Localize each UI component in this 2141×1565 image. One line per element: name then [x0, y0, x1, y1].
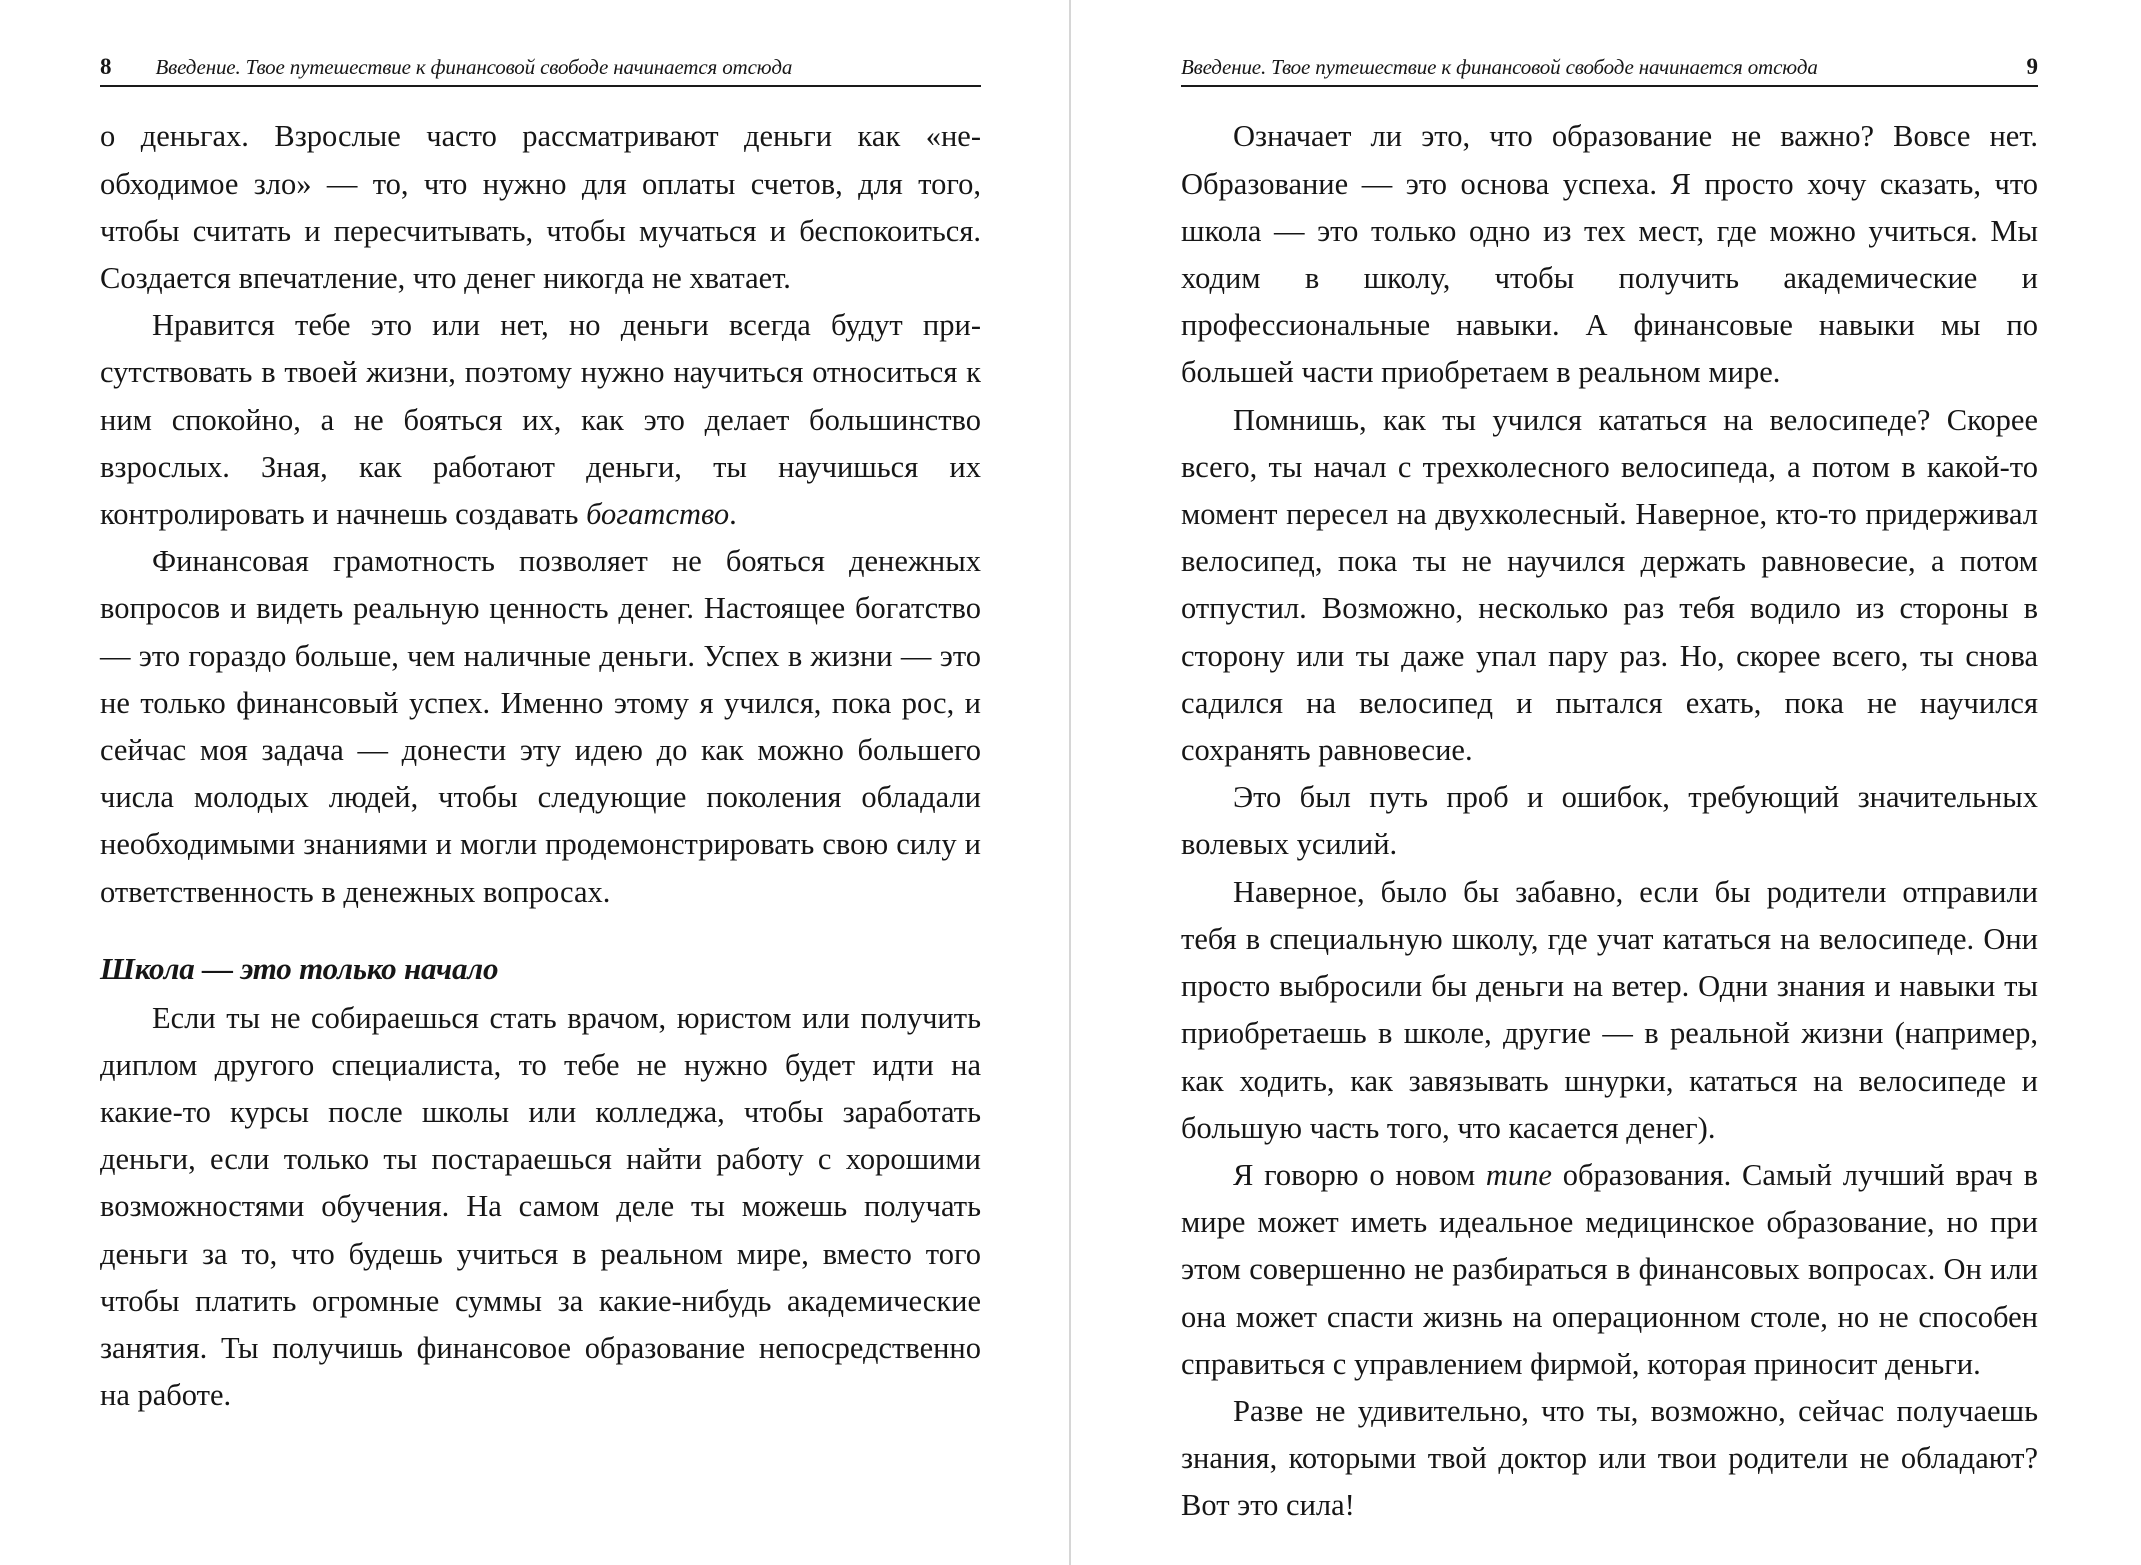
- page-number-left: 8: [100, 54, 112, 79]
- page-right: [1069, 0, 2138, 1565]
- body-text-right: [1181, 113, 2038, 1529]
- paragraph: Если ты не собираешься стать врачом, юристом или получить диплом другого специалиста, то тебе не нужно будет идти на какие-то курсы после школы или колледжа, чтобы заработать деньги, если только ты постараешься найти работу с хорошими возможностями обучения. На самом деле ты можешь получать деньги за то, что будешь учиться в реальном мире, вместо того чтобы платить огромные суммы за какие-нибудь академические занятия. Ты получишь финансовое образование непосредственно на работе.: [100, 1000, 981, 1413]
- section-heading-school: Школа — это только начало: [100, 950, 499, 986]
- emphasis-tipe: типе: [1485, 1157, 1552, 1192]
- running-head-left: [100, 54, 981, 87]
- paragraph: о деньгах. Взрослые часто рассматривают деньги как «необходимое зло» — то, что нужно для оплаты счетов, для того, чтобы считать и пересчитывать, чтобы мучаться и беспокоиться. Создается впечатление, что денег никогда не хватает.: [100, 119, 981, 296]
- paragraph: Означает ли это, что образование не важно? Вовсе нет. Образование — это основа успеха. Я просто хочу сказать, что школа — это только одно из тех мест, где можно учиться. Мы ходим в школу, чтобы получить академические и профессиональные навыки. А финансовые навыки мы по большей части приобретаем в реальном мире.: [1181, 119, 2038, 390]
- page-left: [0, 0, 1069, 1565]
- paragraph: Финансовая грамотность позволяет не бояться денежных вопросов и видеть реальную ценность денег. Настоящее богатство — это гораздо больше, чем наличные деньги. Успех в жизни — это не только финансовый успех. Именно этому я учился, пока рос, и сейчас моя задача — донести эту идею до как можно большего числа молодых людей, чтобы следующие поколения обладали необходимыми знаниями и могли продемонстрировать свою силу и ответственность в денежных вопросах.: [100, 544, 981, 909]
- running-head-title-left: Введение. Твое путешествие к финансовой свободе начинается отсюда: [155, 55, 793, 79]
- paragraph: Помнишь, как ты учился кататься на велосипеде? Скорее всего, ты начал с трехколесного велосипеда, а потом в какой-то момент пересел на двухколесный. Наверное, кто-то придерживал велосипед, пока ты не научился держать равновесие, а потом отпустил. Возможно, несколько раз тебя водило из стороны в сторону или ты даже упал пару раз. Но, скорее всего, ты снова садился на велосипед и пытался ехать, пока не научился сохранять равновесие.: [1181, 402, 2038, 768]
- body-text-left: [100, 113, 981, 1419]
- paragraph: Наверное, было бы забавно, если бы родители отправили тебя в специальную школу, где учат кататься на велосипеде. Они просто выбросили бы деньги на ветер. Одни знания и навыки ты приобретаешь в школе, другие — в реальной жизни (например, как ходить, как завязывать шнурки, кататься на велосипеде и большую часть того, что касается денег).: [1181, 874, 2038, 1145]
- paragraph-text-pre: Я говорю о новом: [1233, 1157, 1486, 1192]
- page-number-right: 9: [2026, 54, 2038, 79]
- paragraph: [100, 302, 981, 538]
- paragraph: [1181, 1152, 2038, 1388]
- paragraph-text: Нравится тебе это или нет, но деньги всегда будут присутствовать в твоей жизни, поэтому нужно научиться относиться к ним спокойно, а не бояться их, как это делает большинство взрослых. Зная, как работают деньги, ты научишься их контролировать и начнешь создавать: [100, 308, 981, 532]
- paragraph: Это был путь проб и ошибок, требующий значительных волевых усилий.: [1181, 780, 2038, 862]
- paragraph-tail-punct: .: [729, 497, 737, 532]
- paragraph-text-post: образования. Самый лучший врач в мире может иметь идеальное медицинское образование, но при этом совершенно не разбираться в финансовых вопросах. Он или она может спасти жизнь на операционном столе, но не способен справиться с управлением фирмой, которая приносит деньги.: [1181, 1157, 2039, 1381]
- paragraph: Разве не удивительно, что ты, возможно, сейчас получаешь знания, которыми твой доктор или твои родители не обладают? Вот это сила!: [1181, 1393, 2038, 1523]
- running-head-right: [1181, 54, 2038, 87]
- emphasis-bogatstvo: богатство: [586, 497, 730, 532]
- running-head-title-right: Введение. Твое путешествие к финансовой свободе начинается отсюда: [1181, 55, 1818, 79]
